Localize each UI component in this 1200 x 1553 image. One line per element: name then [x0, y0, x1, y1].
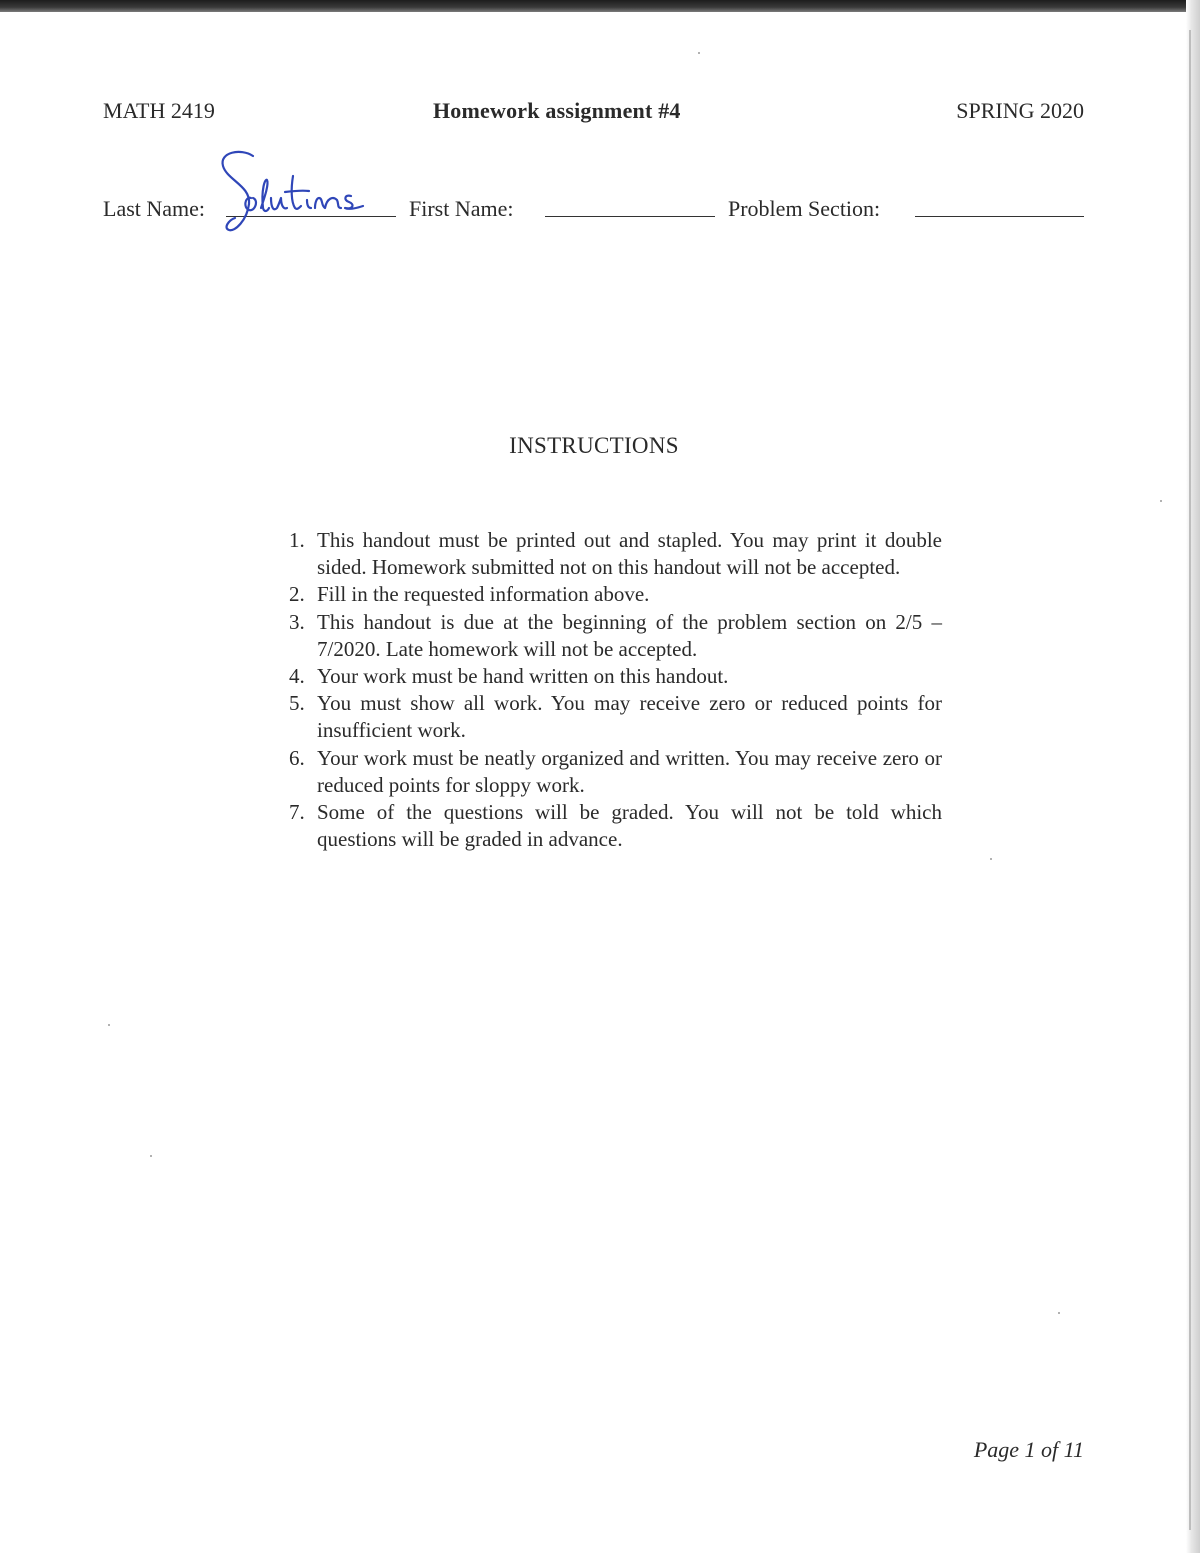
scan-speck	[990, 858, 992, 860]
list-item: 7. Some of the questions will be graded. You will not be told which questions will be graded in advance.	[289, 800, 942, 852]
page-number: Page 1 of 11	[973, 1437, 1084, 1462]
assignment-title: Homework assignment #4	[433, 98, 681, 123]
scan-speck	[1058, 1312, 1060, 1314]
list-item: 4. Your work must be hand written on this handout.	[289, 664, 729, 689]
first-name-label: First Name:	[409, 196, 514, 221]
instructions-title: INSTRUCTIONS	[509, 433, 679, 458]
problem-section-field[interactable]	[915, 196, 1084, 217]
course-code: MATH 2419	[103, 98, 215, 123]
signature-text: Solutions	[213, 146, 217, 147]
scan-speck	[108, 1024, 110, 1026]
list-item: 3. This handout is due at the beginning of the problem section on 2/5 – 7/2020. Late homework will not be accepted.	[289, 609, 942, 661]
list-item: 5. You must show all work. You may receive zero or reduced points for insufficient work.	[289, 691, 942, 743]
handwritten-signature	[213, 146, 373, 238]
scan-speck	[1160, 500, 1162, 502]
document-header	[103, 98, 1084, 128]
scan-speck	[150, 1155, 152, 1157]
list-item: 2. Fill in the requested information above.	[289, 582, 650, 607]
term-label: SPRING 2020	[956, 98, 1084, 123]
list-item: 6. Your work must be neatly organized and written. You may receive zero or reduced points for sloppy work.	[289, 745, 942, 797]
scan-border-top	[0, 0, 1200, 12]
scan-speck	[698, 52, 700, 54]
instructions-list	[285, 527, 942, 853]
first-name-field[interactable]	[545, 196, 715, 217]
problem-section-label: Problem Section:	[728, 196, 881, 221]
list-item: 1. This handout must be printed out and stapled. You may print it double sided. Homework submitted not on this handout will not be accepted.	[289, 528, 942, 580]
last-name-label: Last Name:	[103, 196, 206, 221]
scan-edge-line	[1189, 30, 1191, 1530]
